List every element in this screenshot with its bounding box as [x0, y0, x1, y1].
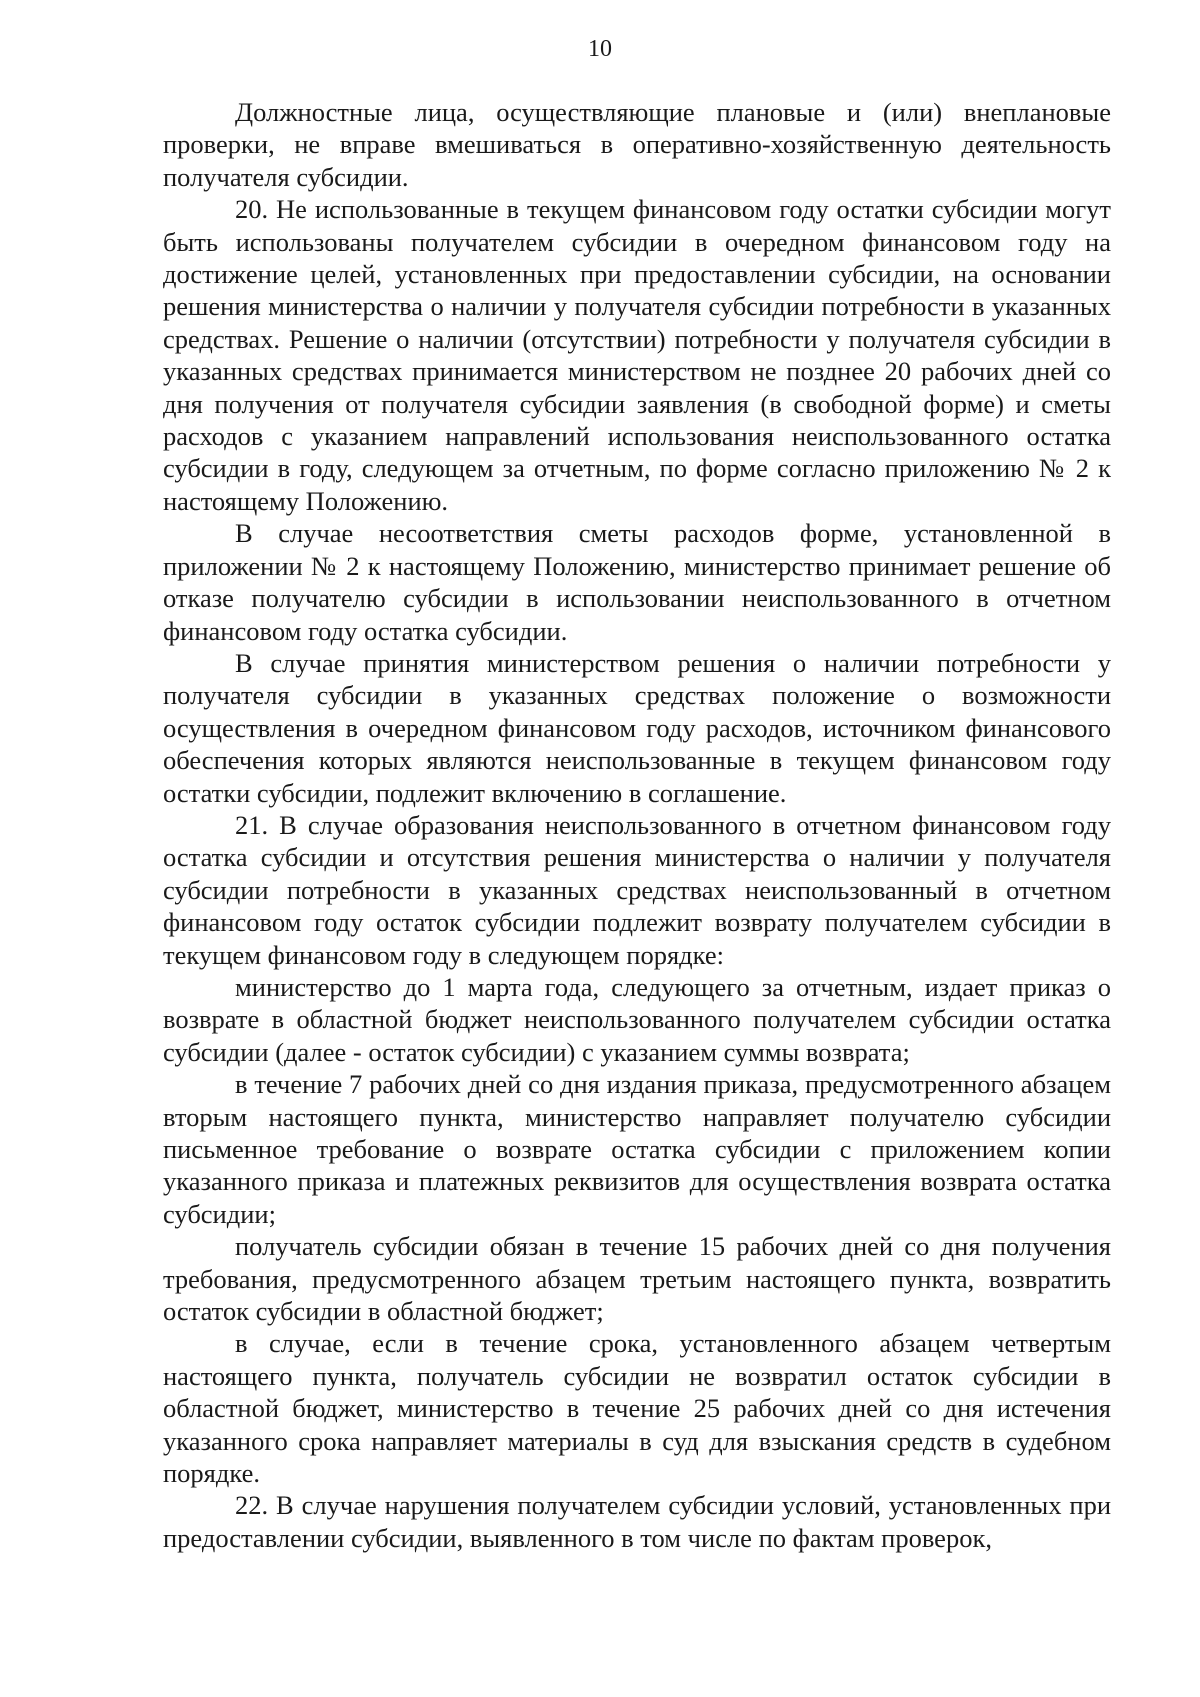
paragraph-written-demand: в течение 7 рабочих дней со дня издания приказа, предусмотренного абзацем вторым настоящего пункта, министерство направляет получателю субсидии письменное требование о возврате остатка субсидии с приложением копии указанного приказа и платежных реквизитов для осуществления возврата остатка субсидии;: [163, 1069, 1111, 1229]
paragraph-officials-not-interfere: Должностные лица, осуществляющие плановые и (или) внеплановые проверки, не вправе вмешиваться в оперативно-хозяйственную деятельность получателя субсидии.: [163, 97, 1111, 192]
document-body: [163, 96, 1111, 1554]
paragraph-item-21: 21. В случае образования неиспользованного в отчетном финансовом году остатка субсидии и отсутствия решения министерства о наличии у получателя субсидии потребности в указанных средствах неиспользованный в отчетном финансовом году остаток субсидии подлежит возврату получателем субсидии в текущем финансовом году в следующем порядке:: [163, 809, 1111, 970]
paragraph-court-recovery: в случае, если в течение срока, установленного абзацем четвертым настоящего пункта, получатель субсидии не возвратил остаток субсидии в областной бюджет, министерство в течение 25 рабочих дней со дня истечения указанного срока направляет материалы в суд для взыскания средств в судебном порядке.: [163, 1328, 1111, 1489]
paragraph-estimate-mismatch: В случае несоответствия сметы расходов форме, установленной в приложении № 2 к настоящему Положению, министерство принимает решение об отказе получателю субсидии в использовании неиспользованного в отчетном финансовом году остатка субсидии.: [163, 518, 1111, 646]
paragraph-recipient-obligation: получатель субсидии обязан в течение 15 рабочих дней со дня получения требования, предусмотренного абзацем третьим настоящего пункта, возвратить остаток субсидии в областной бюджет;: [163, 1231, 1111, 1327]
paragraph-item-20: 20. Не использованные в текущем финансовом году остатки субсидии могут быть использованы получателем субсидии в очередном финансовом году на достижение целей, установленных при предоставлении субсидии, на основании решения министерства о наличии у получателя субсидии потребности в указанных средствах. Решение о наличии (отсутствии) потребности у получателя субсидии в указанных средствах принимается министерством не позднее 20 рабочих дней со дня получения от получателя субсидии заявления (в свободной форме) и сметы расходов с указанием направлений использования неиспользованного остатка субсидии в году, следующем за отчетным, по форме согласно приложению № 2 к настоящему Положению.: [163, 194, 1111, 516]
paragraph-item-22: 22. В случае нарушения получателем субсидии условий, установленных при предоставлении субсидии, выявленного в том числе по фактам проверок,: [163, 1490, 1111, 1553]
paragraph-ministry-order: министерство до 1 марта года, следующего за отчетным, издает приказ о возврате в областной бюджет неиспользованного получателем субсидии остатка субсидии (далее - остаток субсидии) с указанием суммы возврата;: [163, 971, 1111, 1067]
page-number: 10: [588, 36, 612, 62]
paragraph-need-decision: В случае принятия министерством решения о наличии потребности у получателя субсидии в указанных средствах положение о возможности осуществления в очередном финансовом году расходов, источником финансового обеспечения которых являются неиспользованные в текущем финансовом году остатки субсидии, подлежит включению в соглашение.: [163, 647, 1111, 808]
